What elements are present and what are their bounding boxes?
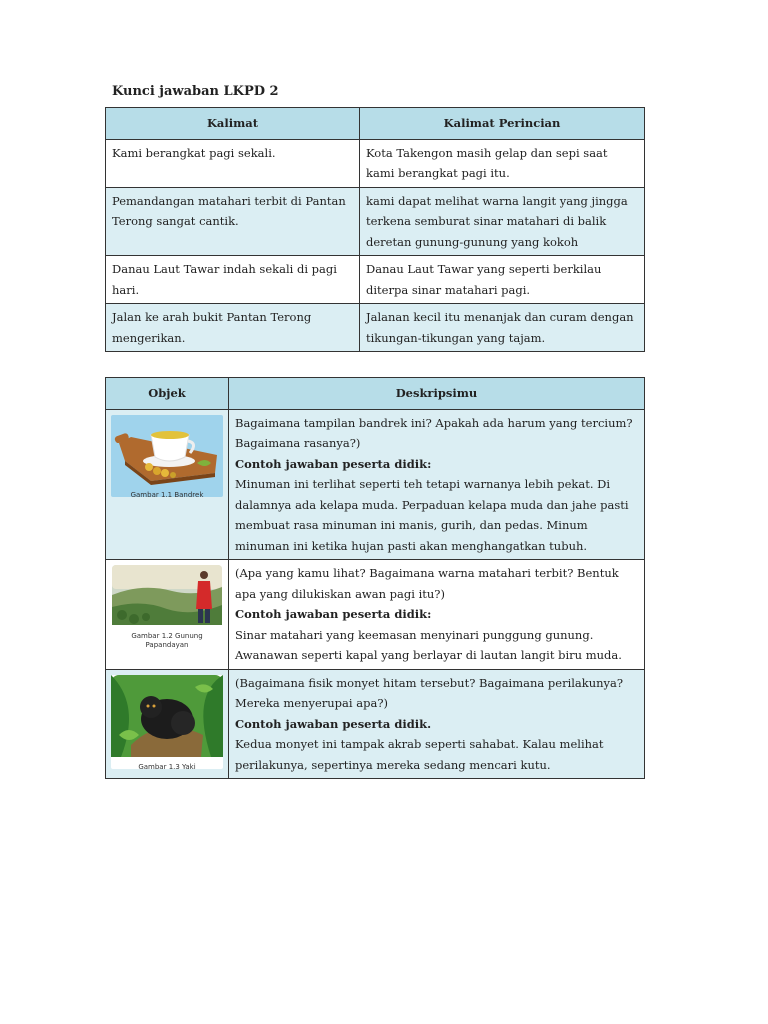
perincian-cell: kami dapat melihat warna langit yang jingga terkena semburat sinar matahari di balik deretan gunung-gunung yang kokoh — [360, 187, 645, 256]
table-header-row — [106, 108, 645, 140]
question-text: (Apa yang kamu lihat? Bagaimana warna matahari terbit? Bentuk apa yang dilukiskan awan pagi itu?) — [235, 566, 619, 601]
kalimat-cell: Danau Laut Tawar indah sekali di pagi hari. — [106, 256, 360, 304]
image-caption: Gambar 1.2 Gunung Papandayan — [131, 631, 203, 649]
image-caption: Gambar 1.3 Yaki — [138, 763, 196, 771]
table-row — [106, 139, 645, 187]
document-title: Kunci jawaban LKPD 2 — [112, 84, 279, 99]
answer-text: Sinar matahari yang keemasan menyinari punggung gunung. Awanawan seperti kapal yang berlayar di lautan langit biru muda. — [235, 627, 622, 662]
perincian-cell: Jalanan kecil itu menanjak dan curam dengan tikungan-tikungan yang tajam. — [360, 304, 645, 352]
table-row — [106, 409, 645, 560]
deskripsi-cell — [229, 409, 645, 560]
question-text: (Bagaimana fisik monyet hitam tersebut? Bagaimana perilakunya? Mereka menyerupai apa?) — [235, 675, 624, 710]
table-row — [106, 560, 645, 670]
mountain-landscape-icon — [112, 565, 222, 649]
perincian-cell: Danau Laut Tawar yang seperti berkilau diterpa sinar matahari pagi. — [360, 256, 645, 304]
black-monkey-icon — [111, 675, 223, 769]
kalimat-cell: Jalan ke arah bukit Pantan Terong mengerikan. — [106, 304, 360, 352]
answer-label: Contoh jawaban peserta didik. — [235, 716, 432, 731]
table-header-row — [106, 378, 645, 410]
table-row — [106, 669, 645, 779]
objek-cell — [106, 409, 229, 560]
column-header-objek: Objek — [106, 378, 229, 410]
objek-cell — [106, 560, 229, 670]
answer-label: Contoh jawaban peserta didik: — [235, 607, 432, 621]
column-header-kalimat: Kalimat — [106, 108, 360, 140]
table-row — [106, 187, 645, 256]
column-header-deskripsi: Deskripsimu — [229, 378, 645, 410]
kalimat-cell: Kami berangkat pagi sekali. — [106, 139, 360, 187]
bandrek-tea-icon — [111, 415, 223, 497]
deskripsi-cell — [229, 560, 645, 670]
objek-cell — [106, 669, 229, 779]
image-caption: Gambar 1.1 Bandrek — [130, 491, 204, 499]
column-header-perincian: Kalimat Perincian — [360, 108, 645, 140]
deskripsi-table — [105, 377, 645, 779]
question-text: Bagaimana tampilan bandrek ini? Apakah ada harum yang tercium? Bagaimana rasanya?) — [235, 415, 633, 450]
answer-label: Contoh jawaban peserta didik: — [235, 456, 432, 471]
kalimat-table — [105, 107, 645, 352]
table-row — [106, 304, 645, 352]
deskripsi-cell — [229, 669, 645, 779]
perincian-cell: Kota Takengon masih gelap dan sepi saat kami berangkat pagi itu. — [360, 139, 645, 187]
answer-text: Kedua monyet ini tampak akrab seperti sahabat. Kalau melihat perilakunya, sepertinya mereka sedang mencari kutu. — [235, 737, 604, 772]
table-row — [106, 256, 645, 304]
kalimat-cell: Pemandangan matahari terbit di Pantan Terong sangat cantik. — [106, 187, 360, 256]
answer-text: Minuman ini terlihat seperti teh tetapi warnanya lebih pekat. Di dalamnya ada kelapa muda. Perpaduan kelapa muda dan jahe pasti membuat rasa minuman ini manis, gurih, dan pedas. Minum minuman ini ketika hujan pasti akan menghangatkan tubuh. — [235, 477, 629, 553]
